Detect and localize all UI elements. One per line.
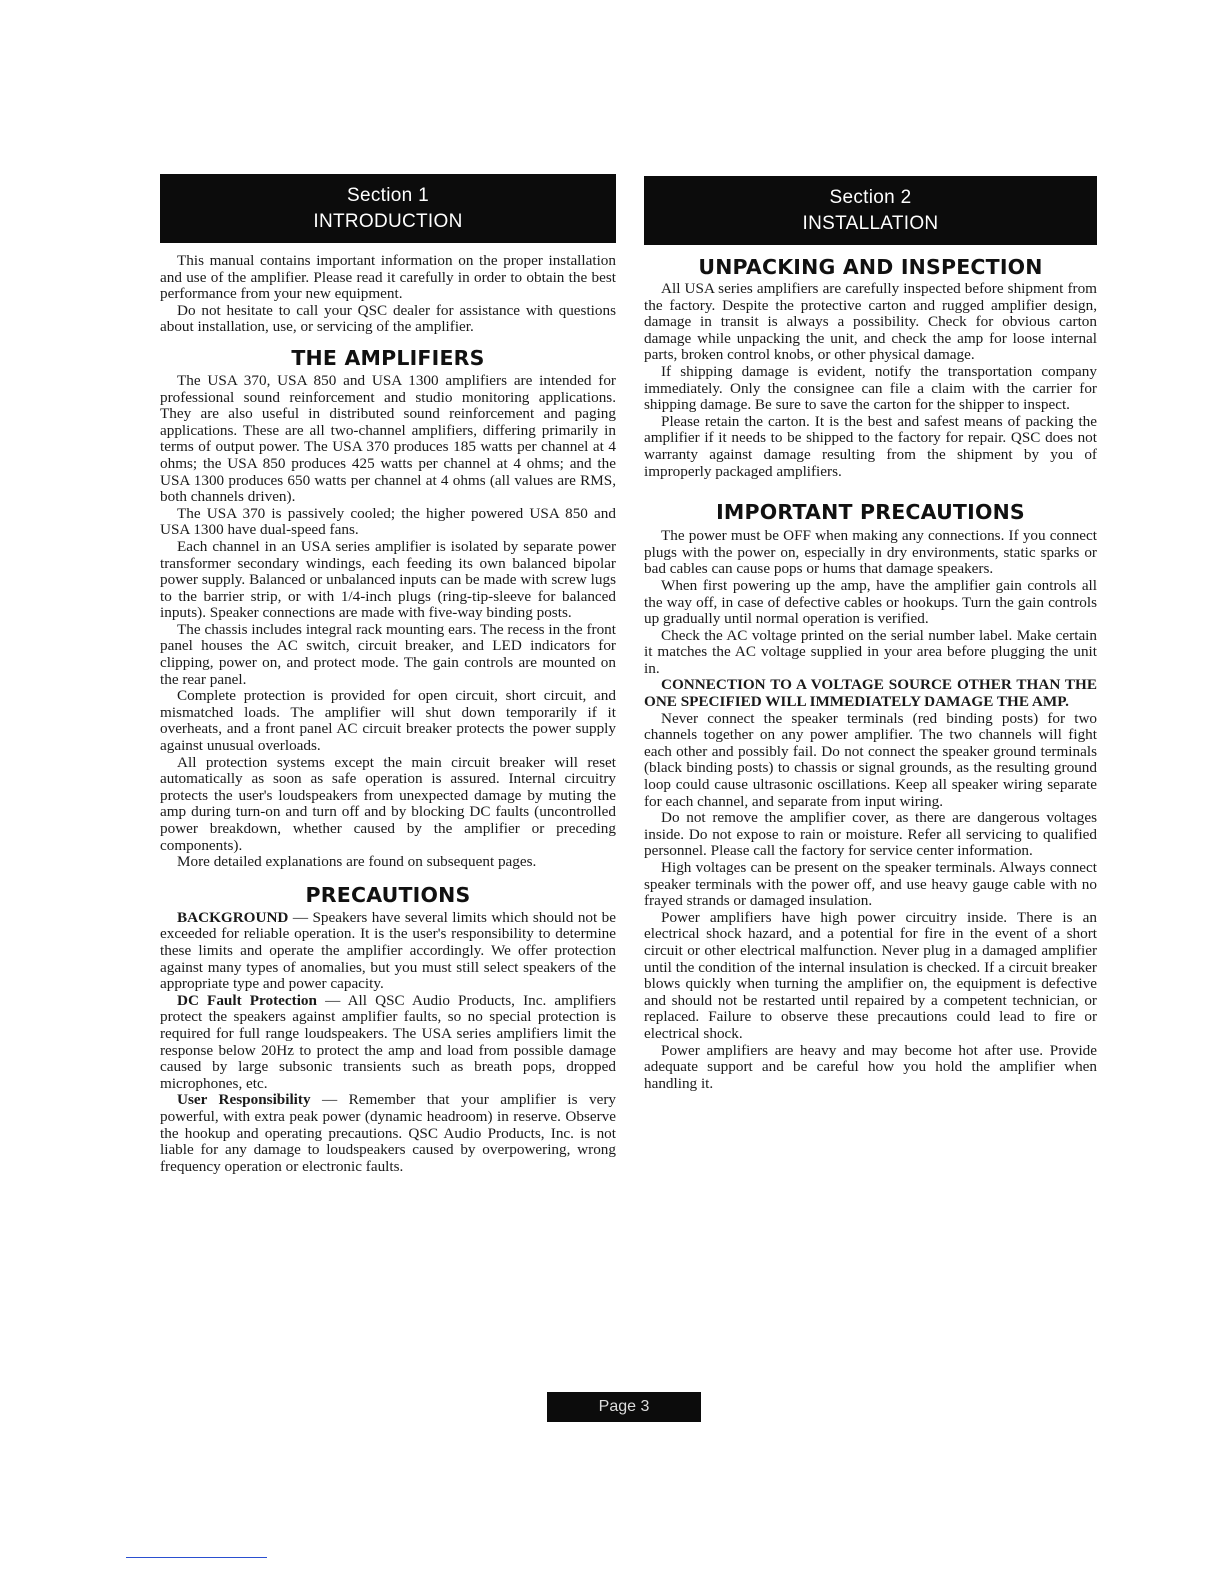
section-2-column — [644, 176, 1097, 1092]
important-paragraph: Power amplifiers are heavy and may become hot after use. Provide adequate support and be careful how you hold the amplifier when handling it. — [644, 1041, 1097, 1092]
precaution-user-responsibility — [160, 1092, 616, 1175]
precaution-text: — Speakers have several limits which should not be exceeded for reliable operation. It is the user's responsibility to determine these limits and operate the amplifier accordingly. We offer protection against many types of anomalies, but you must still select speakers of the appropriate type and power capacity. — [160, 908, 616, 993]
important-paragraph: When first powering up the amp, have the amplifier gain controls all the way off, in case of defective cables or hookups. Turn the gain controls up gradually until normal operation is verified. — [644, 576, 1097, 628]
amplifiers-paragraph: The USA 370 is passively cooled; the higher powered USA 850 and USA 1300 have dual-speed fans. — [160, 504, 616, 539]
footer-rule — [126, 1557, 267, 1558]
section-1-number: Section 1 — [347, 185, 429, 206]
amplifiers-paragraph: The USA 370, USA 850 and USA 1300 amplifiers are intended for professional sound reinforcement and studio monitoring applications. They are also useful in distributed sound reinforcement and paging applications. These are all two-channel amplifiers, differing primarily in terms of output power. The USA 370 produces 185 watts per channel at 4 ohms; the USA 850 produces 425 watts per channel at 4 ohms; and the USA 1300 produces 650 watts per channel at 4 ohms (all values are RMS, both channels driven). — [160, 371, 616, 506]
unpacking-paragraph: All USA series amplifiers are carefully inspected before shipment from the factory. Despite the protective carton and rugged amplifier design, damage in transit is always a possibility. Check for obvious carton damage while unpacking the unit, and check the amp for loose internal parts, broken control knobs, or other physical damage. — [644, 280, 1097, 364]
important-paragraph: Power amplifiers have high power circuitry inside. There is an electrical shock hazard, and a potential for fire in the event of a short circuit or other electrical malfunction. Never plug in a damaged amplifier until the condition of the internal insulation is checked. If a circuit breaker blows quickly when turning the amplifier on, the equipment is defective and should not be restarted until repaired by a competent technician, or replaced. Failure to observe these precautions could lead to fire or electrical shock. — [644, 908, 1097, 1042]
unpacking-paragraph: Please retain the carton. It is the best and safest means of packing the amplifier if it needs to be shipped to the factory for repair. QSC does not warranty against damage resulting from the shipment by you of improperly packaged amplifiers. — [644, 412, 1097, 480]
section-2-title: INSTALLATION — [802, 213, 939, 234]
precautions-heading: PRECAUTIONS — [305, 882, 471, 907]
precaution-dc-fault — [160, 993, 616, 1093]
intro-paragraph: This manual contains important information on the proper installation and use of the amplifier. Please read it carefully in order to obtain the best performance from your new equipment. — [160, 252, 616, 303]
amplifiers-paragraph: The chassis includes integral rack mounting ears. The recess in the front panel houses the AC switch, circuit breaker, and LED indicators for clipping, power on, and protect mode. The gain controls are mounted on the rear panel. — [160, 620, 616, 688]
important-paragraph: The power must be OFF when making any connections. If you connect plugs with the power on, especially in dry environments, static sparks or bad cables can cause pops or hums that damage speakers. — [644, 527, 1097, 578]
amplifiers-heading: THE AMPLIFIERS — [291, 345, 485, 370]
page-number: Page 3 — [547, 1392, 701, 1422]
important-paragraph: High voltages can be present on the speaker terminals. Always connect speaker terminals with the power off, and use heavy gauge cable with no frayed strands or damaged insulation. — [644, 859, 1097, 910]
section-1-title: INTRODUCTION — [313, 211, 463, 232]
unpacking-paragraph: If shipping damage is evident, notify the transportation company immediately. Only the consignee can file a claim with the carrier for shipping damage. Be sure to save the carton for the shipper to inspect. — [644, 362, 1097, 414]
important-precautions-heading: IMPORTANT PRECAUTIONS — [716, 500, 1025, 525]
precaution-background — [160, 910, 616, 993]
unpacking-heading: UNPACKING AND INSPECTION — [698, 255, 1043, 279]
section-2-header — [644, 176, 1097, 245]
section-2-number: Section 2 — [829, 187, 912, 208]
precaution-text: — All QSC Audio Products, Inc. amplifiers protect the speakers against amplifier faults, so no special protection is required for full range loudspeakers. The USA series amplifiers limit the response below 20Hz to protect the amp and load from possible damage caused by large subsonic transients such as breath pops, dropped microphones, etc. — [160, 991, 616, 1092]
precaution-lead: BACKGROUND — [177, 908, 289, 926]
section-1-header — [160, 174, 616, 243]
amplifiers-paragraph: Each channel in an USA series amplifier is isolated by separate power transformer secondary windings, each feeding its own balanced bipolar power supply. Balanced or unbalanced inputs can be made with screw lugs to the barrier strip, or with 1/4-inch plugs (ring-tip-sleeve for balanced inputs). Speaker connections are made with five-way binding posts. — [160, 537, 616, 622]
section-1-column — [160, 174, 616, 1175]
precaution-lead: DC Fault Protection — [177, 991, 317, 1009]
precaution-text: — Remember that your amplifier is very powerful, with extra peak power (dynamic headroom) in reserve. Observe the hookup and operating precautions. QSC Audio Products, Inc. is not liable for any damage to loudspeakers caused by overpowering, wrong frequency operation or electronic faults. — [160, 1091, 616, 1175]
amplifiers-paragraph: Complete protection is provided for open circuit, short circuit, and mismatched loads. The amplifier will shut down temporarily if it overheats, and a front panel AC circuit breaker protects the power supply against unusual overloads. — [160, 687, 616, 755]
amplifiers-paragraph: All protection systems except the main circuit breaker will reset automatically as soon as safe operation is assured. Internal circuitry protects the user's loudspeakers from unexpected damage by muting the amp during turn-on and turn off and by blocking DC faults (uncontrolled power breakdown, whether caused by the amplifier or preceding components). — [160, 753, 616, 854]
important-paragraph: Never connect the speaker terminals (red binding posts) for two channels together on any power amplifier. The two channels will fight each other and possibly fail. Do not connect the speaker ground terminals (black binding posts) to chassis or signal grounds, as the resulting ground loop could cause ultrasonic oscillations. Keep all speaker wiring separate for each channel, and separate from input wiring. — [644, 709, 1097, 810]
precaution-lead: User Responsibility — [177, 1091, 311, 1109]
important-paragraph: Do not remove the amplifier cover, as there are dangerous voltages inside. Do not expose to rain or moisture. Refer all servicing to qualified personnel. Please call the factory for service center information. — [644, 809, 1097, 860]
amplifiers-paragraph: More detailed explanations are found on subsequent pages. — [177, 853, 537, 871]
important-paragraph: Check the AC voltage printed on the serial number label. Make certain it matches the AC voltage supplied in your area before plugging the unit in. — [644, 626, 1097, 677]
intro-paragraph: Do not hesitate to call your QSC dealer for assistance with questions about installation, use, or servicing of the amplifier. — [160, 301, 616, 336]
voltage-warning: CONNECTION TO A VOLTAGE SOURCE OTHER THAN THE ONE SPECIFIED WILL IMMEDIATELY DAMAGE THE AMP. — [644, 676, 1097, 711]
